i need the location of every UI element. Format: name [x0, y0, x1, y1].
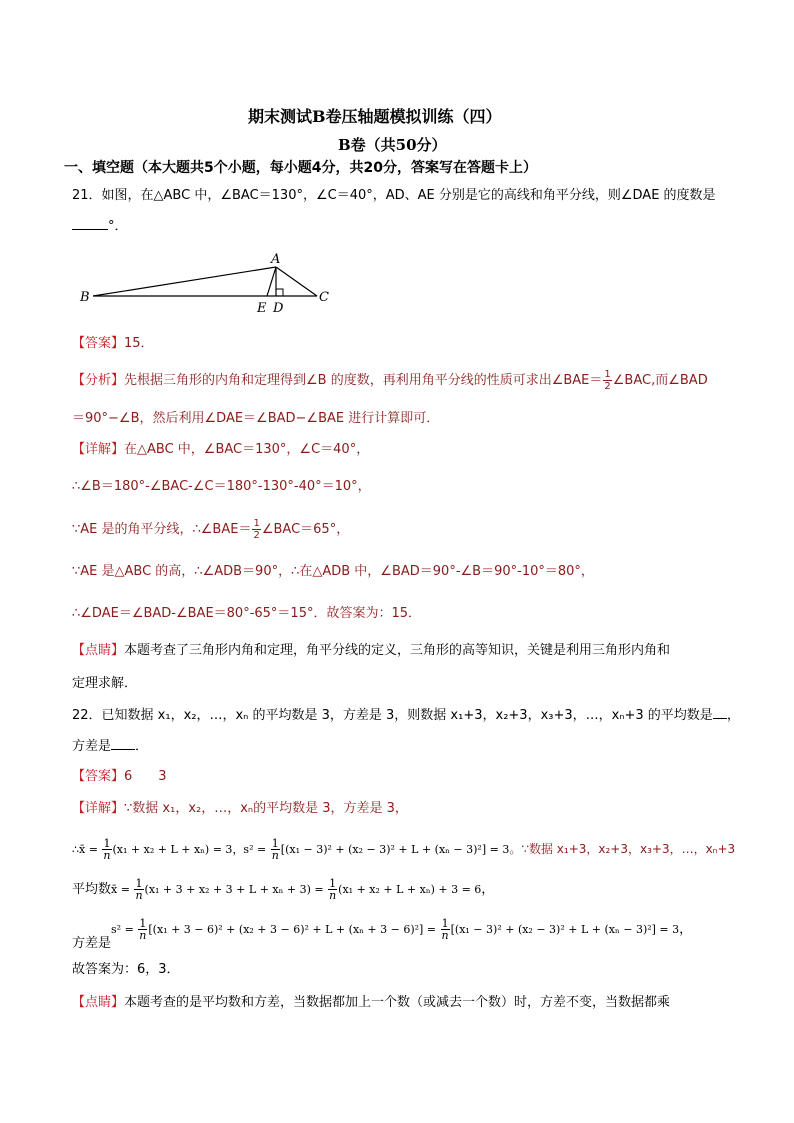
- q22-comment-tag: 【点睛】: [72, 995, 125, 1010]
- q21-question-line1: 21．如图，在△ABC 中，∠BAC＝130°，∠C＝40°，AD、AE 分别是它的高线和角平分线，则∠DAE 的度数是: [72, 188, 716, 203]
- q21-analysis-text-b: ∠BAC,而∠BAD: [612, 373, 708, 388]
- q22-var-row-frac1-num: 1: [139, 917, 147, 930]
- q22-question-text2: 方差是: [72, 739, 112, 754]
- q21-detail-line4: ∵AE 是△ABC 的高，∴∠ADB＝90°，∴在△ADB 中，∠BAD＝90°-∠B＝90°-10°＝80°，: [72, 564, 594, 579]
- q22-variance-blank: [111, 737, 135, 750]
- q22-mean-row-frac2-num: 1: [329, 877, 337, 890]
- q22-detail-line1: [72, 800, 408, 818]
- page-subtitle: B卷（共50分）: [338, 136, 447, 154]
- q21-comment-tag: 【点睛】: [72, 643, 125, 658]
- q22-var-row-frac1: [138, 918, 147, 941]
- q21-detail-tag: 【详解】: [72, 442, 125, 457]
- q22-question-text1: 22．已知数据 x₁，x₂，…，xₙ 的平均数是 3，方差是 3，则数据 x₁+3，x₂+3，x₃+3，…，xₙ+3 的平均数是: [72, 708, 713, 723]
- q21-detail-frac-den: 2: [253, 530, 260, 541]
- q22-var-row-label: 方差是: [72, 936, 112, 951]
- q21-answer-value: 15．: [124, 336, 154, 351]
- q21-analysis-line1: [72, 369, 708, 392]
- section-heading: 一、填空题（本大题共5个小题，每小题4分，共20分，答案写在答题卡上）: [64, 160, 537, 176]
- q22-mean-row-frac1-den: n: [135, 889, 143, 902]
- q22-mean-fraction: [102, 838, 111, 861]
- q22-var-row-end: ，: [679, 922, 693, 937]
- q21-comment-text1: 本题考查了三角形内角和定理，角平分线的定义，三角形的高等知识，关键是利用三角形内角和: [124, 643, 671, 658]
- q22-var-row-c: [(x₁ − 3)² + (x₂ − 3)² + L + (xₙ − 3)²] = 3: [450, 923, 680, 936]
- q22-mean-expression: (x₁ + x₂ + L + xₙ) = 3: [112, 843, 233, 856]
- q22-var-row-frac1-den: n: [139, 929, 147, 942]
- label-b: B: [80, 290, 90, 305]
- q22-mean-row-a: x̄ =: [111, 883, 134, 896]
- q22-answer-value: 6 3: [124, 769, 167, 784]
- q21-detail-line5: ∴∠DAE＝∠BAD-∠BAE＝80°-65°＝15°．故答案为：15．: [72, 606, 422, 621]
- q22-question-line2: [72, 737, 148, 756]
- q22-mean-row-frac2-den: n: [329, 889, 337, 902]
- q22-final-line: 故答案为：6，3．: [72, 962, 180, 977]
- q22-detail-line2: [72, 838, 735, 861]
- q21-analysis-frac-num: 1: [604, 369, 611, 380]
- q22-mean-row-c: (x₁ + x₂ + L + xₙ) + 3 = 6: [338, 883, 482, 896]
- q21-detail-line1: [72, 441, 369, 459]
- q22-var-row-a: s² =: [111, 923, 138, 936]
- q22-var-label: ，s² =: [232, 843, 270, 856]
- q22-mean-label: ∴x̄ =: [72, 843, 102, 856]
- q22-var-row-frac2: [441, 918, 450, 941]
- q21-detail-text3b: ∠BAC＝65°，: [261, 522, 350, 537]
- q22-mean-frac-num: 1: [103, 837, 111, 850]
- q22-var-row-frac2-num: 1: [441, 917, 449, 930]
- q22-comment-text1: 本题考查的是平均数和方差，当数据都加上一个数（或减去一个数）时，方差不变，当数据都乘: [124, 995, 671, 1010]
- q21-analysis-frac-den: 2: [604, 381, 611, 392]
- q22-mean-row-frac2: [328, 878, 337, 901]
- q21-analysis-tag: 【分析】: [72, 373, 125, 388]
- q21-analysis-fraction: [603, 369, 611, 392]
- q22-mean-row-label: 平均数: [72, 882, 112, 897]
- q21-detail-frac-num: 1: [253, 518, 260, 529]
- triangle-figure: [72, 250, 342, 320]
- q22-detail-text2-tail: 。∵数据 x₁+3，x₂+3，x₃+3，…，xₙ+3: [509, 842, 736, 856]
- q22-detail-tag: 【详解】: [72, 801, 125, 816]
- segment-ba: [93, 267, 276, 296]
- q21-analysis-text-a: 先根据三角形的内角和定理得到∠B 的度数，再利用角平分线的性质可求出∠BAE＝: [124, 373, 603, 388]
- q22-var-fraction: [271, 838, 280, 861]
- q21-question-line2: [72, 217, 128, 236]
- q21-answer-line: [72, 335, 154, 353]
- label-c: C: [319, 290, 329, 305]
- q22-comment-line1: [72, 994, 670, 1012]
- q21-answer-tag: 【答案】: [72, 336, 125, 351]
- q21-detail-text3a: ∵AE 是的角平分线，∴∠BAE＝: [72, 522, 252, 537]
- page-title: 期末测试B卷压轴题模拟训练（四）: [248, 107, 502, 126]
- q21-analysis-line2: ＝90°−∠B，然后利用∠DAE＝∠BAD−∠BAE 进行计算即可．: [72, 411, 440, 426]
- q22-mean-row-frac1-num: 1: [135, 877, 143, 890]
- q22-mean-frac-den: n: [103, 849, 111, 862]
- q22-detail-text1: ∵数据 x₁，x₂，…，xₙ的平均数是 3，方差是 3，: [124, 801, 408, 816]
- segment-ac: [276, 267, 317, 296]
- q22-detail-line3: [72, 878, 494, 901]
- q22-mean-row-end: ，: [481, 882, 495, 897]
- right-angle-mark: [276, 289, 283, 296]
- q22-answer-tag: 【答案】: [72, 769, 125, 784]
- q22-mean-row-b: (x₁ + 3 + x₂ + 3 + L + xₙ + 3) =: [144, 883, 328, 896]
- q21-detail-text1: 在△ABC 中，∠BAC＝130°，∠C＝40°，: [124, 442, 370, 457]
- q22-var-frac-den: n: [271, 849, 279, 862]
- q22-question-line1: [72, 706, 740, 725]
- q22-answer-line: [72, 768, 167, 786]
- q21-detail-line3: [72, 518, 349, 541]
- q22-var-row-frac2-den: n: [441, 929, 449, 942]
- q22-mean-blank: [713, 706, 727, 719]
- q21-detail-fraction: [252, 518, 260, 541]
- q21-comment-line1: [72, 642, 670, 660]
- label-e: E: [257, 301, 267, 316]
- q22-question-text2-end: ．: [135, 739, 149, 754]
- q22-detail-line4: [72, 918, 692, 953]
- q21-detail-line2: ∴∠B＝180°-∠BAC-∠C＝180°-130°-40°＝10°，: [72, 479, 371, 494]
- q21-comment-line2: 定理求解．: [72, 676, 138, 691]
- label-a: A: [271, 252, 281, 267]
- q22-question-text1-end: ，: [726, 708, 740, 723]
- label-d: D: [273, 301, 284, 316]
- q22-var-row-b: [(x₁ + 3 − 6)² + (x₂ + 3 − 6)² + L + (xₙ + 3 − 6)²] =: [148, 923, 440, 936]
- q22-var-expression: [(x₁ − 3)² + (x₂ − 3)² + L + (xₙ − 3)²] = 3: [280, 843, 510, 856]
- q21-answer-blank: [72, 217, 108, 230]
- q21-degree-suffix: °．: [108, 219, 128, 234]
- q22-mean-row-frac1: [134, 878, 143, 901]
- segment-ae: [267, 267, 276, 296]
- q22-var-frac-num: 1: [271, 837, 279, 850]
